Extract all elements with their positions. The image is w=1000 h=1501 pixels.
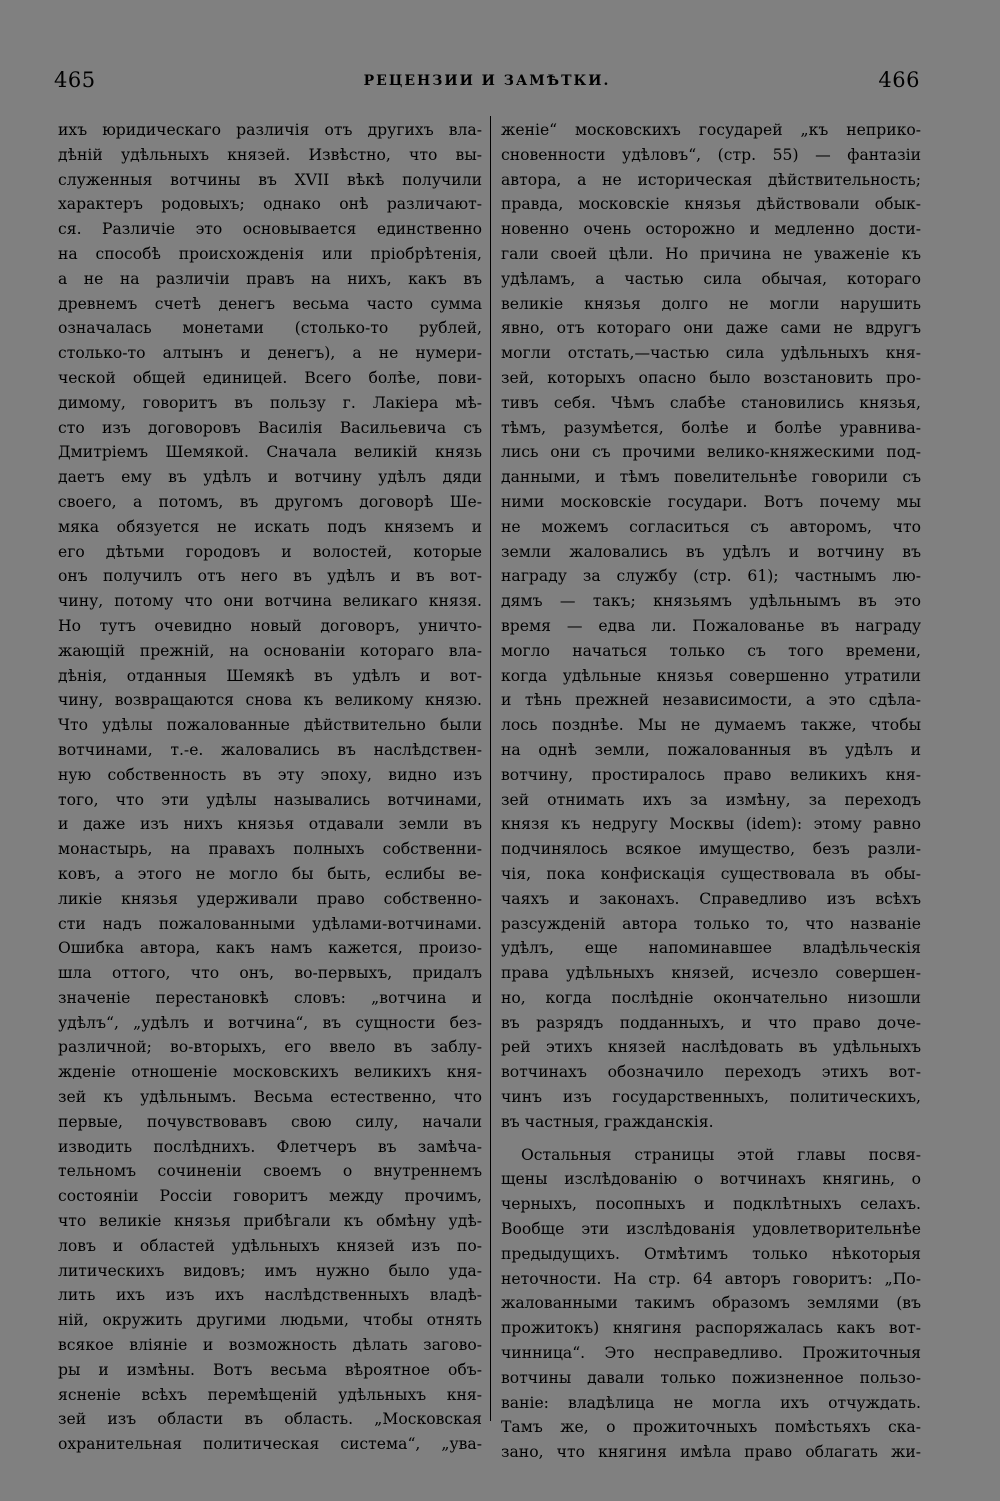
text-line: значеніе перестановкѣ словъ: „вотчина и (58, 988, 482, 1007)
paragraph-gap (501, 1135, 921, 1143)
text-line: жалованными такимъ образомъ землями (въ (501, 1294, 921, 1313)
text-line: монастырь, на правахъ полныхъ собственни- (58, 840, 482, 859)
text-line: новенно очень осторожно и медленно дости- (501, 220, 921, 239)
text-line: явно, отъ котораго они даже сами не вдругъ (501, 319, 921, 338)
text-line: жающій прежній, на основаніи котораго вла- (58, 641, 482, 660)
text-line: Вообще эти изслѣдованія удовлетворительнѣе (501, 1220, 921, 1239)
text-line: могли отстать,—частью сила удѣльныхъ кня- (501, 344, 921, 363)
text-line: зано, что княгиня имѣла право облагать жи- (501, 1443, 921, 1462)
text-line: охранительная политическая система“, „ува- (58, 1435, 482, 1454)
text-line: сто изъ договоровъ Василія Васильевича съ (58, 418, 482, 437)
text-line: ры и измѣны. Вотъ весьма вѣроятное объ- (58, 1360, 482, 1379)
text-line: чину, потому что они вотчина великаго князя. (58, 592, 482, 611)
text-line: на однѣ земли, пожалованныя въ удѣлъ и (501, 740, 921, 759)
text-line: щены изслѣдованію о вотчинахъ княгинь, о (501, 1170, 921, 1189)
text-line: удѣламъ, а частью сила обычая, котораго (501, 269, 921, 288)
text-line: дѣнія, отданныя Шемякѣ въ удѣлъ и вот- (58, 666, 482, 685)
text-line: вотчинахъ обозначило переходъ этихъ вот- (501, 1063, 921, 1082)
text-line: его дѣтьми городовъ и волостей, которые (58, 542, 482, 561)
text-line: гали своей цѣли. Но причина не уваженіе къ (501, 244, 921, 263)
text-line: Ошибка автора, какъ намъ кажется, произо- (58, 939, 482, 958)
text-line: что великіе князья прибѣгали къ обмѣну удѣ- (58, 1212, 482, 1231)
text-line: автора, а не историческая дѣйствительность; (501, 170, 921, 189)
text-line: дямъ — такъ; князьямъ удѣльнымъ въ это (501, 592, 921, 611)
text-line: Остальныя страницы этой главы посвя- (521, 1145, 921, 1164)
text-line: состояніи Россіи говоритъ между прочимъ, (58, 1187, 482, 1206)
text-line: литическихъ видовъ; имъ нужно было уда- (58, 1261, 482, 1280)
text-line: земли жаловались въ удѣлъ и вотчину въ (501, 542, 921, 561)
text-line: зей отнимать ихъ за измѣну, за переходъ (501, 790, 921, 809)
text-line: черныхъ, посопныхъ и подклѣтныхъ селахъ. (501, 1195, 921, 1214)
text-line: Дмитріемъ Шемякой. Сначала великій князь (58, 443, 482, 462)
text-line: лить ихъ изъ ихъ наслѣдственныхъ владѣ- (58, 1286, 482, 1305)
text-line: права удѣльныхъ князей, исчезло совершен- (501, 964, 921, 983)
text-line: зей, которыхъ опасно было возстановить про- (501, 368, 921, 387)
text-line: своего, а потомъ, въ другомъ договорѣ Ше- (58, 492, 482, 511)
text-line: могло начаться только съ того времени, (501, 641, 921, 660)
text-line: изводить послѣднихъ. Флетчеръ въ замѣча- (58, 1137, 482, 1156)
text-line: разсужденій автора только то, что названіе (501, 914, 921, 933)
text-line: того, что эти удѣлы назывались вотчинами, (58, 790, 482, 809)
left-column (58, 118, 482, 1457)
text-line: зей изъ области въ область. „Московская (58, 1410, 482, 1429)
text-line: чаяхъ и законахъ. Справедливо изъ всѣхъ (501, 889, 921, 908)
text-line: лось позднѣе. Мы не думаемъ также, чтобы (501, 716, 921, 735)
text-line: чія, пока конфискація существовала въ обы- (501, 864, 921, 883)
text-line: онъ получилъ отъ него въ удѣлъ и въ вот- (58, 567, 482, 586)
text-line: рей этихъ князей наслѣдовать въ удѣльныхъ (501, 1038, 921, 1057)
text-line: служенныя вотчины въ XVII вѣкѣ получили (58, 170, 482, 189)
text-line: неточности. На стр. 64 авторъ говоритъ: „По- (501, 1269, 921, 1288)
text-line: прожитокъ) княгиня распоряжалась какъ вот- (501, 1319, 921, 1338)
text-line: удѣлъ, еще напоминавшее владѣльческія (501, 939, 921, 958)
text-line: дѣній удѣльныхъ князей. Извѣстно, что вы- (58, 145, 482, 164)
column-divider (490, 116, 491, 1421)
text-line: правда, московскіе князья дѣйствовали обык- (501, 195, 921, 214)
text-line: характеръ родовыхъ; однако онѣ различают- (58, 195, 482, 214)
text-line: ковъ, а этого не могло бы быть, еслибы ве- (58, 864, 482, 883)
text-line: князя къ недругу Москвы (idem): этому равно (501, 815, 921, 834)
text-line: Но тутъ очевидно новый договоръ, уничто- (58, 616, 482, 635)
text-line: въ частныя, гражданскія. (501, 1112, 714, 1131)
text-line: различной; во-вторыхъ, его ввело въ заблу- (58, 1038, 482, 1057)
page-number-right: 466 (878, 68, 920, 92)
text-line: чинъ изъ государственныхъ, политическихъ, (501, 1088, 921, 1107)
text-line: а не на различіи правъ на нихъ, какъ въ (58, 269, 482, 288)
text-line: столько-то алтынъ и денегъ), а не нумери- (58, 344, 482, 363)
text-line: мяка обязуется не искать подъ княземъ и (58, 517, 482, 536)
running-header (54, 68, 920, 98)
text-line: шла оттого, что онъ, во-первыхъ, придалъ (58, 964, 482, 983)
text-line: чину, возвращаются снова къ великому князю. (58, 691, 482, 710)
text-line: великіе князья долго не могли нарушить (501, 294, 921, 313)
text-line: ческой общей единицей. Всего болѣе, пови- (58, 368, 482, 387)
text-line: лись они съ прочими велико-княжескими под- (501, 443, 921, 462)
text-line: тивъ себя. Чѣмъ слабѣе становились князья, (501, 393, 921, 412)
text-line: награду за службу (стр. 61); частнымъ лю- (501, 567, 921, 586)
text-line: ся. Различіе это основывается единственно (58, 220, 482, 239)
text-line: ваніе: владѣлица не могла ихъ отчуждать. (501, 1393, 921, 1412)
text-line: удѣлъ“, „удѣлъ и вотчина“, въ сущности без- (58, 1013, 482, 1032)
text-line: вотчину, простиралось право великихъ кня- (501, 765, 921, 784)
text-line: тѣмъ, разумѣется, болѣе и болѣе уравнива- (501, 418, 921, 437)
text-line: подчинялось всякое имущество, безъ разли- (501, 840, 921, 859)
text-line: чинница“. Это несправедливо. Прожиточныя (501, 1344, 921, 1363)
text-line: женіе“ московскихъ государей „къ неприко- (501, 121, 921, 139)
text-line: и тѣнь прежней независимости, а это сдѣла- (501, 691, 921, 710)
text-line: димому, говоритъ въ пользу г. Лакіера мѣ- (58, 393, 482, 412)
text-line: время — едва ли. Пожалованье въ награду (501, 616, 921, 635)
text-line: ній, окружить другими людьми, чтобы отнять (58, 1311, 482, 1330)
text-line: ную собственность въ эту эпоху, видно изъ (58, 765, 482, 784)
text-line: и даже изъ нихъ князья отдавали земли въ (58, 815, 482, 834)
text-line: когда удѣльные князья совершенно утратили (501, 666, 921, 685)
text-line: ихъ юридическаго различія отъ другихъ вла- (58, 121, 482, 139)
text-line: первые, почувствовавъ свою силу, начали (58, 1112, 482, 1131)
text-line: ловъ и областей удѣльныхъ князей изъ по- (58, 1236, 482, 1255)
text-line: вотчинами, т.-е. жаловались въ наслѣдствен- (58, 740, 482, 759)
text-line: ясненіе всѣхъ перемѣщеній удѣльныхъ кня- (58, 1385, 482, 1404)
text-line: всякое вліяніе и возможность дѣлать загово- (58, 1336, 482, 1355)
text-line: зей къ удѣльнымъ. Весьма естественно, что (58, 1088, 482, 1107)
text-line: не можемъ согласиться съ авторомъ, что (501, 517, 921, 536)
text-line: ними московскіе государи. Вотъ почему мы (501, 492, 921, 511)
right-column (501, 118, 921, 1465)
text-line: на способѣ происхожденія или пріобрѣтенія, (58, 244, 482, 263)
text-line: даетъ ему въ удѣлъ и вотчину удѣлъ дяди (58, 468, 482, 487)
text-line: предыдущихъ. Отмѣтимъ только нѣкоторыя (501, 1244, 921, 1263)
text-line: означалась монетами (столько-то рублей, (58, 319, 482, 338)
text-line: данными, и тѣмъ повелительнѣе говорили съ (501, 468, 921, 487)
text-line: но, когда послѣдніе окончательно низошли (501, 988, 921, 1007)
text-line: тельномъ сочиненіи своемъ о внутреннемъ (58, 1162, 482, 1181)
text-line: Что удѣлы пожалованные дѣйствительно были (58, 716, 482, 735)
text-line: древнемъ счетѣ денегъ весьма часто сумма (58, 294, 482, 313)
text-line: сти надъ пожалованными удѣлами-вотчинами. (58, 914, 482, 933)
text-line: вотчины давали только пожизненное пользо- (501, 1368, 921, 1387)
page-number-left: 465 (54, 68, 96, 92)
text-line: жденіе отношеніе московскихъ великихъ кня- (58, 1063, 482, 1082)
text-line: ликіе князья удерживали право собственно- (58, 889, 482, 908)
text-line: Тамъ же, о прожиточныхъ помѣстьяхъ ска- (501, 1418, 921, 1437)
text-line: сновенности удѣловъ“, (стр. 55) — фантазіи (501, 145, 921, 164)
text-line: въ разрядъ подданныхъ, и что право доче- (501, 1013, 921, 1032)
running-title: РЕЦЕНЗИИ И ЗАМѢТКИ. (363, 73, 611, 89)
